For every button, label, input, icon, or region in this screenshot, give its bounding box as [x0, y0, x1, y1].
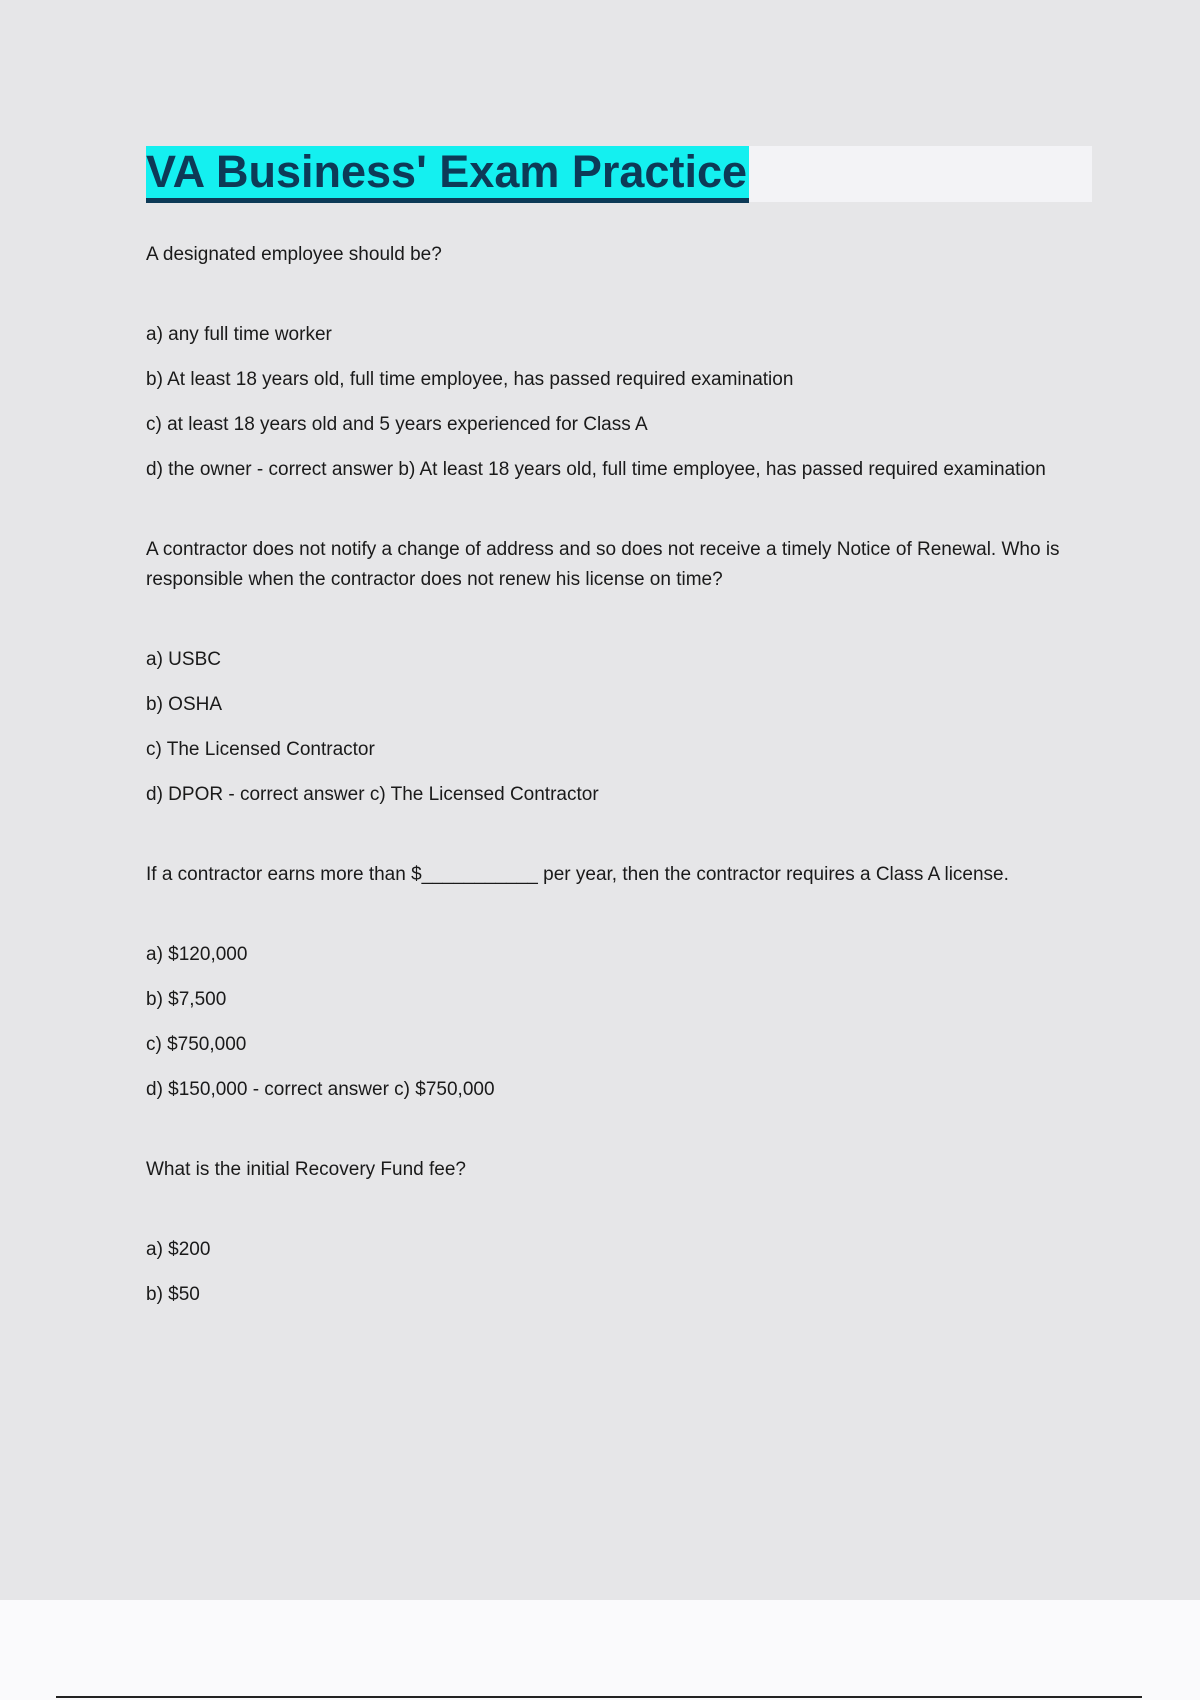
answer-option: b) At least 18 years old, full time employee, has passed required examination [146, 369, 794, 390]
question-text: If a contractor earns more than $___________ per year, then the contractor requires a Class A license. [146, 864, 1009, 885]
question-text: A designated employee should be? [146, 244, 442, 265]
question-text: What is the initial Recovery Fund fee? [146, 1159, 466, 1180]
answer-option: a) $120,000 [146, 944, 248, 965]
question-block [146, 535, 1076, 810]
answer-option: a) USBC [146, 649, 221, 670]
answer-option: c) The Licensed Contractor [146, 739, 375, 760]
document-title: VA Business' Exam Practice [146, 146, 749, 203]
answer-option: a) any full time worker [146, 324, 332, 345]
answer-option: c) at least 18 years old and 5 years experienced for Class A [146, 414, 648, 435]
answer-option: d) $150,000 - correct answer c) $750,000 [146, 1079, 495, 1100]
question-list [146, 240, 1076, 1325]
answer-option: c) $750,000 [146, 1034, 247, 1055]
title-bar [146, 146, 1092, 202]
answer-option: a) $200 [146, 1239, 211, 1260]
question-block [146, 240, 1076, 485]
question-block [146, 860, 1076, 1105]
question-block [146, 1155, 1076, 1310]
footer-divider [56, 1696, 1142, 1698]
answer-option: b) $7,500 [146, 989, 227, 1010]
page-footer [0, 1600, 1200, 1700]
answer-option: b) $50 [146, 1284, 200, 1305]
answer-option: b) OSHA [146, 694, 223, 715]
question-text: A contractor does not notify a change of address and so does not receive a timely Notice of Renewal. Who is responsible when the contractor does not renew his license on time? [146, 539, 1060, 590]
answer-option: d) DPOR - correct answer c) The Licensed Contractor [146, 784, 599, 805]
answer-option: d) the owner - correct answer b) At least 18 years old, full time employee, has passed required examination [146, 459, 1046, 480]
